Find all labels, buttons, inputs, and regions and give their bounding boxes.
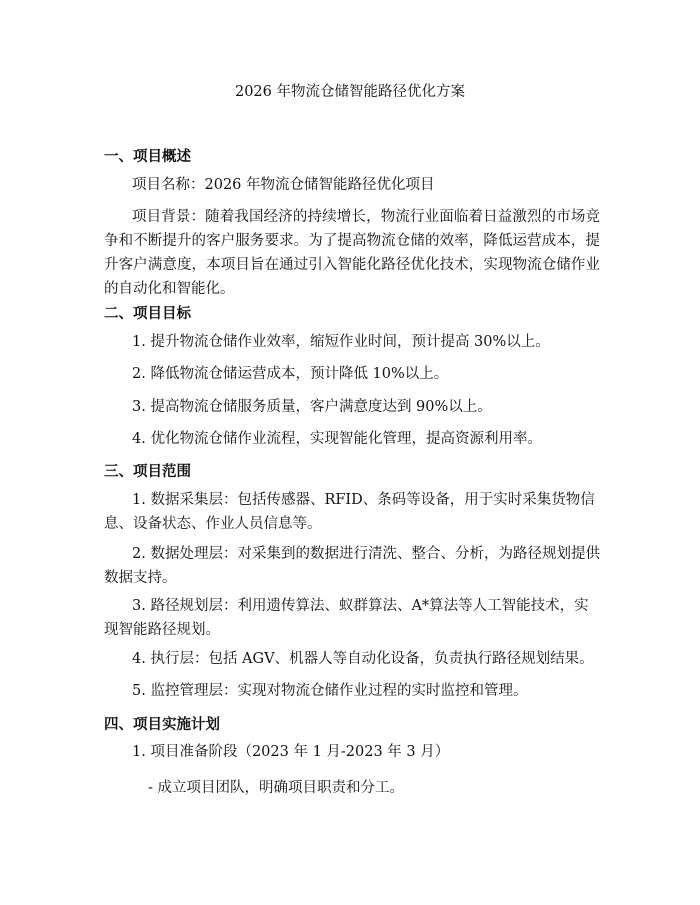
project-background-paragraph: 项目背景：随着我国经济的持续增长，物流行业面临着日益激烈的市场竞争和不断提升的客户服务要求。为了提高物流仓储的效率，降低运营成本，提升客户满意度，本项目旨在通过引入智能化路径优化技术，实现物流仓储作业的自动化和智能化。 (104, 209, 600, 297)
goal-item: 1. 提升物流仓储作业效率，缩短作业时间，预计提高 30%以上。 (132, 334, 550, 350)
section-heading-overview: 一、项目概述 (104, 149, 191, 165)
goal-item: 4. 优化物流仓储作业流程，实现智能化管理，提高资源利用率。 (132, 431, 542, 447)
scope-item: 5. 监控管理层：实现对物流仓储作业过程的实时监控和管理。 (132, 683, 528, 699)
goal-item: 3. 提高物流仓储服务质量，客户满意度达到 90%以上。 (132, 399, 492, 415)
scope-item: 2. 数据处理层：对采集到的数据进行清洗、整合、分析，为路径规划提供数据支持。 (104, 546, 600, 586)
section-heading-plan: 四、项目实施计划 (104, 717, 220, 733)
plan-subitem: - 成立项目团队，明确项目职责和分工。 (148, 780, 405, 796)
goal-item: 2. 降低物流仓储运营成本，预计降低 10%以上。 (132, 366, 449, 382)
scope-item: 4. 执行层：包括 AGV、机器人等自动化设备，负责执行路径规划结果。 (132, 651, 594, 667)
section-heading-scope: 三、项目范围 (104, 464, 191, 480)
scope-item: 3. 路径规划层：利用遗传算法、蚁群算法、A*算法等人工智能技术，实现智能路径规划。 (104, 598, 589, 638)
plan-item: 1. 项目准备阶段（2023 年 1 月-2023 年 3 月） (132, 744, 450, 760)
scope-item: 1. 数据采集层：包括传感器、RFID、条码等设备，用于实时采集货物信息、设备状态、作业人员信息等。 (104, 492, 595, 532)
section-heading-goals: 二、项目目标 (104, 306, 191, 322)
project-name-paragraph: 项目名称：2026 年物流仓储智能路径优化项目 (132, 177, 435, 193)
document-title: 2026 年物流仓储智能路径优化方案 (234, 84, 465, 100)
